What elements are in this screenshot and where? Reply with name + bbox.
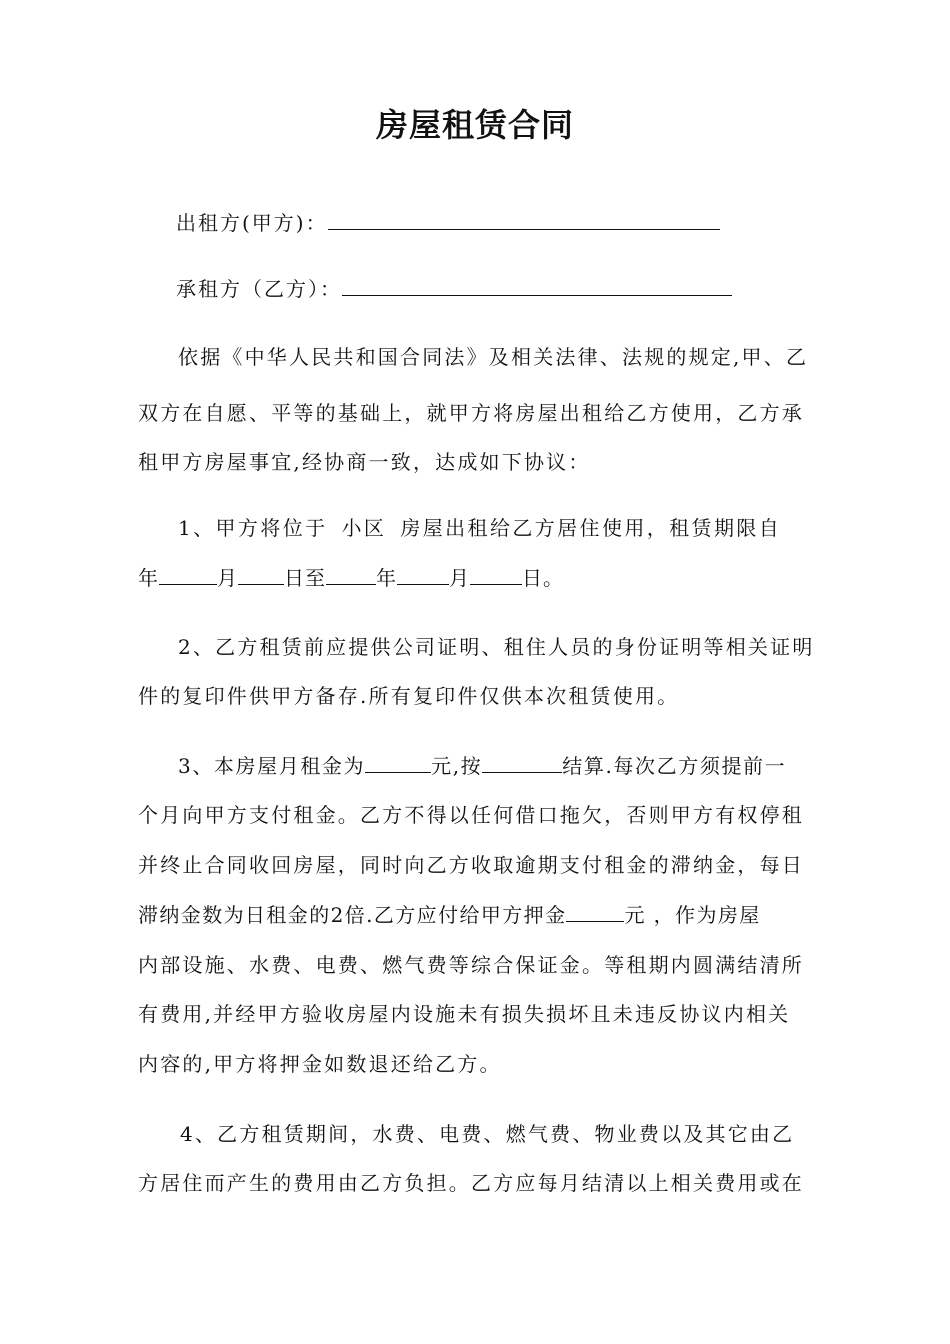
clause3-line-1 [178, 750, 818, 782]
clause1-text-c: 房屋出租给乙方居住使用，租赁期限自 [400, 516, 782, 540]
clause1-month2: 月 [449, 566, 470, 590]
clause3-text-1c: 结算.每次乙方须提前一 [562, 754, 787, 778]
document-title: 房屋租赁合同 [375, 106, 574, 144]
clause3-line-5: 内部设施、水费、电费、燃气费等综合保证金。等租期内圆满结清所 [138, 953, 804, 977]
lessee-blank [342, 273, 732, 296]
intro-line-1: 依据《中华人民共和国合同法》及相关法律、法规的规定,甲、乙 [178, 345, 809, 369]
blank-end-year [397, 564, 449, 585]
lessor-blank [328, 207, 720, 230]
clause1-year2: 年 [376, 566, 397, 590]
blank-end-year-prefix [326, 564, 376, 585]
lessee-label: 承租方（乙方）： [176, 277, 342, 301]
clause1-text-b: 小区 [341, 516, 387, 540]
clause3-text-1a: 3、本房屋月租金为 [178, 754, 366, 778]
blank-start-month [238, 564, 284, 585]
clause3-line-3: 并终止合同收回房屋，同时向乙方收取逾期支付租金的滞纳金，每日 [138, 853, 804, 877]
clause1-day1: 日至 [284, 566, 326, 590]
blank-end-month [470, 564, 522, 585]
clause3-line-6: 有费用,并经甲方验收房屋内设施未有损失损坏且未违反协议内相关 [138, 1002, 791, 1026]
clause4-line-2: 方居住而产生的费用由乙方负担。乙方应每月结清以上相关费用或在 [138, 1171, 804, 1195]
clause4-line-1: 4、乙方租赁期间，水费、电费、燃气费、物业费以及其它由乙 [180, 1122, 795, 1146]
clause1-line-1 [178, 512, 818, 544]
blank-start-year [159, 564, 217, 585]
blank-monthly-rent [365, 752, 431, 773]
blank-deposit [566, 901, 624, 922]
clause3-line-7: 内容的,甲方将押金如数退还给乙方。 [138, 1052, 502, 1076]
clause1-text-a: 1、甲方将位于 [178, 516, 328, 540]
blank-payment-cycle [482, 752, 562, 773]
intro-line-2: 双方在自愿、平等的基础上，就甲方将房屋出租给乙方使用，乙方承 [138, 401, 804, 425]
lessor-line [176, 207, 720, 239]
clause3-line-4 [138, 899, 818, 931]
lessee-line [176, 273, 732, 305]
clause1-year1: 年 [138, 566, 159, 590]
clause3-text-1b: 元,按 [431, 754, 483, 778]
lessor-label: 出租方(甲方)： [176, 211, 328, 235]
clause3-line-2: 个月向甲方支付租金。乙方不得以任何借口拖欠，否则甲方有权停租 [138, 803, 804, 827]
clause2-line-2: 件的复印件供甲方备存.所有复印件仅供本次租赁使用。 [138, 684, 680, 708]
clause3-text-4b: 元 ，作为房屋 [624, 903, 761, 927]
clause1-day2: 日。 [522, 566, 564, 590]
clause1-month1: 月 [217, 566, 238, 590]
clause1-line-2 [138, 562, 818, 594]
clause2-line-1: 2、乙方租赁前应提供公司证明、租住人员的身份证明等相关证明 [178, 635, 815, 659]
clause3-text-4a: 滞纳金数为日租金的2倍.乙方应付给甲方押金 [138, 903, 567, 927]
intro-line-3: 租甲方房屋事宜,经协商一致，达成如下协议： [138, 450, 591, 474]
